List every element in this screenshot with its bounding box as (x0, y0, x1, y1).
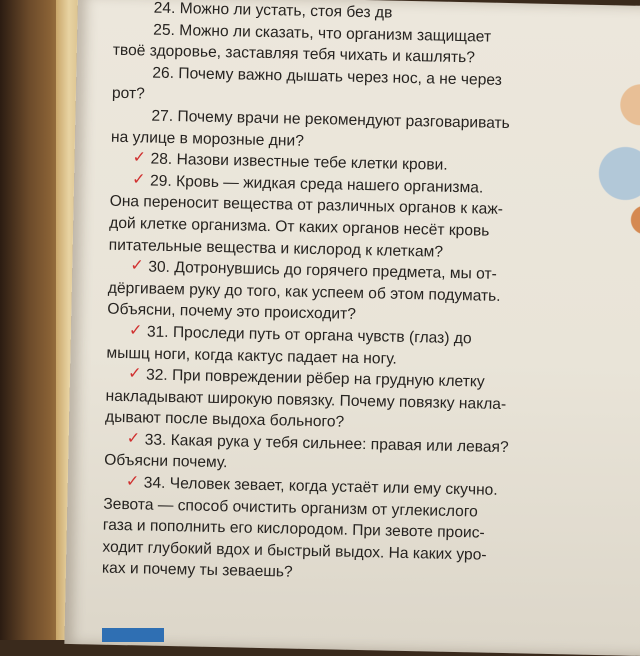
questions-text (102, 0, 586, 590)
checkmark-icon: ✓ (128, 320, 143, 340)
question-32-cont-1: накладывают широкую повязку. Почему повязку накла- (105, 387, 507, 413)
question-29-cont-3: питательные вещества и кислород к клеткам? (108, 236, 444, 261)
question-25-cont: твоё здоровье, заставляя тебя чихать и кашлять? (112, 41, 476, 67)
question-30-text: 30. Дотронувшись до горячего предмета, мы от- (148, 258, 497, 283)
question-24: 24. Можно ли устать, стоя без дв (153, 0, 393, 22)
question-34-cont-4: ках и почему ты зеваешь? (101, 560, 293, 582)
question-31-text: 31. Проследи путь от органа чувств (глаз) до (146, 323, 472, 348)
question-26-cont: рот? (111, 85, 145, 103)
question-27-cont: на улице в морозные дни? (110, 128, 305, 150)
question-25: 25. Можно ли сказать, что организм защищает (153, 21, 492, 46)
question-33-cont: Объясни почему. (104, 452, 228, 472)
question-34-cont-3: ходит глубокий вдох и быстрый выдох. На каких уро- (102, 538, 487, 564)
question-27: 27. Почему врачи не рекомендуют разговаривать (151, 107, 510, 133)
question-32-text: 32. При повреждении рёбер на грудную клетку (145, 366, 485, 391)
checkmark-icon: ✓ (132, 147, 147, 167)
checkmark-icon: ✓ (127, 363, 142, 383)
question-34-cont-2: газа и пополнить его кислородом. При зевоте проис- (102, 516, 485, 542)
question-32-cont-2: дывают после выдоха больного? (104, 408, 345, 431)
question-34-text: 34. Человек зевает, когда устаёт или ему скучно. (143, 474, 498, 499)
question-29-cont-1: Она переносит вещества от различных органов к каж- (109, 193, 504, 219)
question-31-cont: мышц ноги, когда кактус падает на ногу. (106, 344, 397, 368)
question-34-cont-1: Зевота — способ очистить организм от углекислого (103, 495, 478, 521)
checkmark-icon: ✓ (125, 471, 140, 491)
checkmark-icon: ✓ (130, 255, 144, 275)
question-28-text: 28. Назови известные тебе клетки крови. (150, 150, 448, 174)
book-page (64, 0, 640, 656)
question-29-text: 29. Кровь — жидкая среда нашего организма. (149, 172, 484, 197)
checkmark-icon: ✓ (126, 427, 141, 448)
question-33-text: 33. Какая рука у тебя сильнее: правая или левая? (144, 431, 509, 456)
question-30-cont-2: Объясни, почему это происходит? (107, 300, 357, 324)
question-30-cont-1: дёргиваем руку до того, как успеем об этом подумать. (107, 279, 501, 305)
checkmark-icon: ✓ (131, 168, 146, 189)
question-29-cont-2: дой клетке организма. От каких органов несёт кровь (109, 214, 490, 240)
page-illustration (588, 35, 640, 266)
question-26: 26. Почему важно дышать через нос, а не через (152, 64, 503, 89)
